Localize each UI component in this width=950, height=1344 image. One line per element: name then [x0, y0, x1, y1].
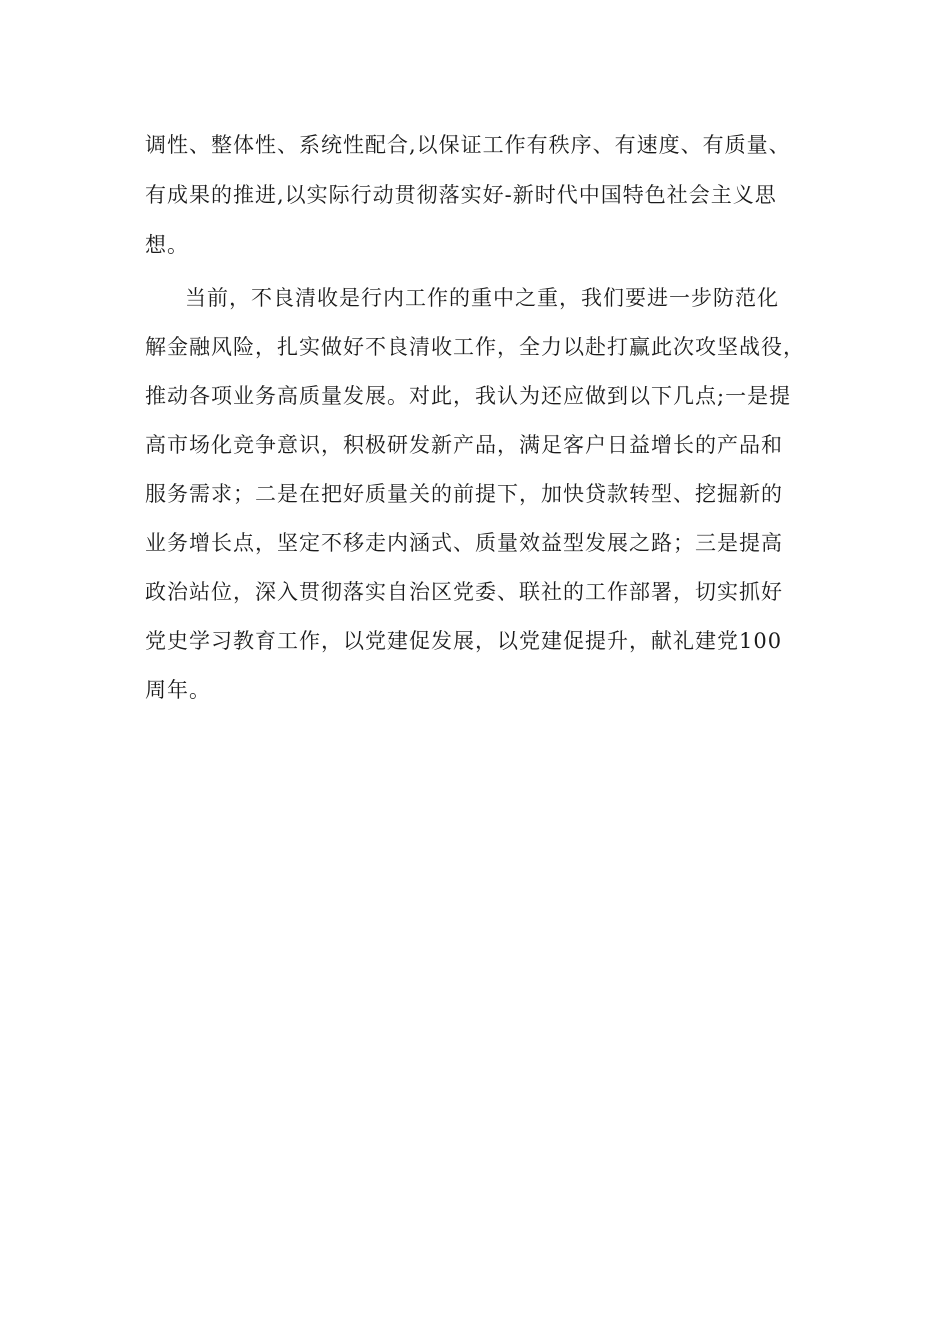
- paragraph-line: 服务需求；二是在把好质量关的前提下，加快贷款转型、挖掘新的: [145, 482, 783, 506]
- paragraph-line: 党史学习教育工作，以党建促发展，以党建促提升，献礼建党100: [145, 629, 783, 653]
- paragraph-line: 有成果的推进,以实际行动贯彻落实好-新时代中国特色社会主义思: [145, 183, 777, 207]
- paragraph-line: 高市场化竞争意识，积极研发新产品，满足客户日益增长的产品和: [145, 433, 783, 457]
- paragraph-line: 周年。: [145, 678, 211, 702]
- paragraph-line: 政治站位，深入贯彻落实自治区党委、联社的工作部署，切实抓好: [145, 580, 783, 604]
- paragraph-line: 当前，不良清收是行内工作的重中之重，我们要进一步防范化: [185, 286, 779, 310]
- paragraph-line: 想。: [145, 233, 189, 257]
- paragraph-line: 解金融风险，扎实做好不良清收工作，全力以赴打赢此次攻坚战役，: [145, 335, 805, 359]
- paragraph-line: 推动各项业务高质量发展。对此，我认为还应做到以下几点;一是提: [145, 384, 792, 408]
- paragraph-line: 业务增长点，坚定不移走内涵式、质量效益型发展之路；三是提高: [145, 531, 783, 555]
- paragraph-line: 调性、整体性、系统性配合,以保证工作有秩序、有速度、有质量、: [145, 133, 791, 157]
